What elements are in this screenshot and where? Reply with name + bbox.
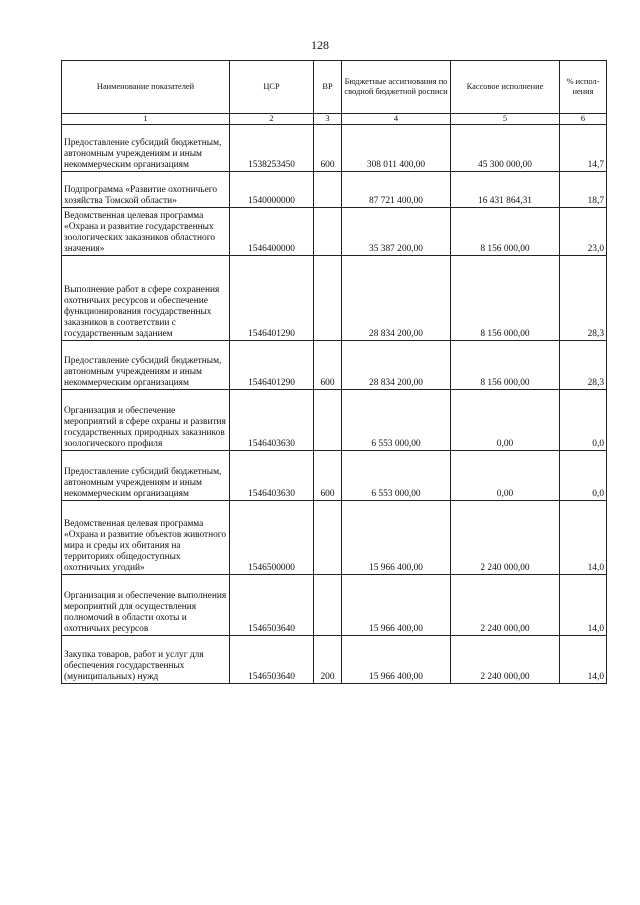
table-row [62,390,607,451]
row-csr: 1546503640 [230,575,314,636]
row-vr [314,575,342,636]
row-name: Организация и обеспечение выполнения мероприятий для осуществления полномочий в области охоты и охотничьих ресурсов [62,575,230,636]
row-vr: 600 [314,341,342,390]
row-name: Ведомственная целевая программа «Охрана и развитие объектов животного мира и среды их обитания на территориях общедоступных охотничьих угодий» [62,501,230,575]
table-row [62,501,607,575]
column-number: 1 [62,114,230,125]
row-vr [314,390,342,451]
row-pct: 14,7 [560,125,607,172]
row-name: Предоставление субсидий бюджетным, автономным учреждениям и иным некоммерческим организациям [62,341,230,390]
row-name: Организация и обеспечение мероприятий в сфере охраны и развития государственных природных заказников зоологического профиля [62,390,230,451]
row-vr: 200 [314,636,342,684]
row-budget: 15 966 400,00 [342,636,451,684]
table-row [62,208,607,256]
page-number: 128 [311,38,329,52]
row-csr: 1546503640 [230,636,314,684]
row-vr: 600 [314,451,342,501]
row-pct: 23,0 [560,208,607,256]
table-row [62,451,607,501]
row-budget: 6 553 000,00 [342,451,451,501]
row-pct: 0,0 [560,390,607,451]
header-name: Наименование показателей [62,61,230,114]
row-budget: 35 387 200,00 [342,208,451,256]
row-budget: 28 834 200,00 [342,341,451,390]
header-cash: Кассовое исполнение [451,61,560,114]
table-row [62,125,607,172]
row-budget: 87 721 400,00 [342,172,451,208]
row-budget: 6 553 000,00 [342,390,451,451]
row-cash: 2 240 000,00 [451,575,560,636]
row-name: Выполнение работ в сфере сохранения охотничьих ресурсов и обеспечение функционирования государственных заказников в соответствии с государственным заданием [62,256,230,341]
column-number: 2 [230,114,314,125]
row-name: Закупка товаров, работ и услуг для обеспечения государственных (муниципальных) нужд [62,636,230,684]
header-budget: Бюджетные ассигнования по сводной бюджетной росписи [342,61,451,114]
column-number: 4 [342,114,451,125]
row-vr [314,208,342,256]
column-number: 3 [314,114,342,125]
row-cash: 2 240 000,00 [451,501,560,575]
row-vr: 600 [314,125,342,172]
row-cash: 8 156 000,00 [451,341,560,390]
row-budget: 28 834 200,00 [342,256,451,341]
table-row [62,172,607,208]
row-name: Ведомственная целевая программа «Охрана и развитие государственных зоологических заказников областного значения» [62,208,230,256]
row-vr [314,501,342,575]
row-cash: 16 431 864,31 [451,172,560,208]
row-name: Предоставление субсидий бюджетным, автономным учреждениям и иным некоммерческим организациям [62,125,230,172]
column-number-row [62,114,607,125]
row-csr: 1546400000 [230,208,314,256]
row-pct: 14,0 [560,501,607,575]
table-row [62,341,607,390]
row-pct: 14,0 [560,636,607,684]
row-name: Подпрограмма «Развитие охотничьего хозяйства Томской области» [62,172,230,208]
header-pct: % испол-нения [560,61,607,114]
row-csr: 1546500000 [230,501,314,575]
budget-execution-table [61,60,607,684]
row-cash: 8 156 000,00 [451,256,560,341]
row-csr: 1538253450 [230,125,314,172]
row-budget: 15 966 400,00 [342,575,451,636]
row-pct: 18,7 [560,172,607,208]
row-csr: 1546401290 [230,256,314,341]
row-csr: 1546401290 [230,341,314,390]
table-row [62,575,607,636]
row-csr: 1540000000 [230,172,314,208]
row-csr: 1546403630 [230,451,314,501]
table-row [62,256,607,341]
row-vr [314,256,342,341]
column-number: 6 [560,114,607,125]
row-pct: 14,0 [560,575,607,636]
row-budget: 308 011 400,00 [342,125,451,172]
row-pct: 0,0 [560,451,607,501]
header-csr: ЦСР [230,61,314,114]
row-cash: 8 156 000,00 [451,208,560,256]
row-vr [314,172,342,208]
table-header-row [62,61,607,114]
row-cash: 2 240 000,00 [451,636,560,684]
row-csr: 1546403630 [230,390,314,451]
row-name: Предоставление субсидий бюджетным, автономным учреждениям и иным некоммерческим организациям [62,451,230,501]
column-number: 5 [451,114,560,125]
table-row [62,636,607,684]
row-cash: 0,00 [451,451,560,501]
row-cash: 45 300 000,00 [451,125,560,172]
header-vr: ВР [314,61,342,114]
row-budget: 15 966 400,00 [342,501,451,575]
row-pct: 28,3 [560,256,607,341]
row-pct: 28,3 [560,341,607,390]
row-cash: 0,00 [451,390,560,451]
